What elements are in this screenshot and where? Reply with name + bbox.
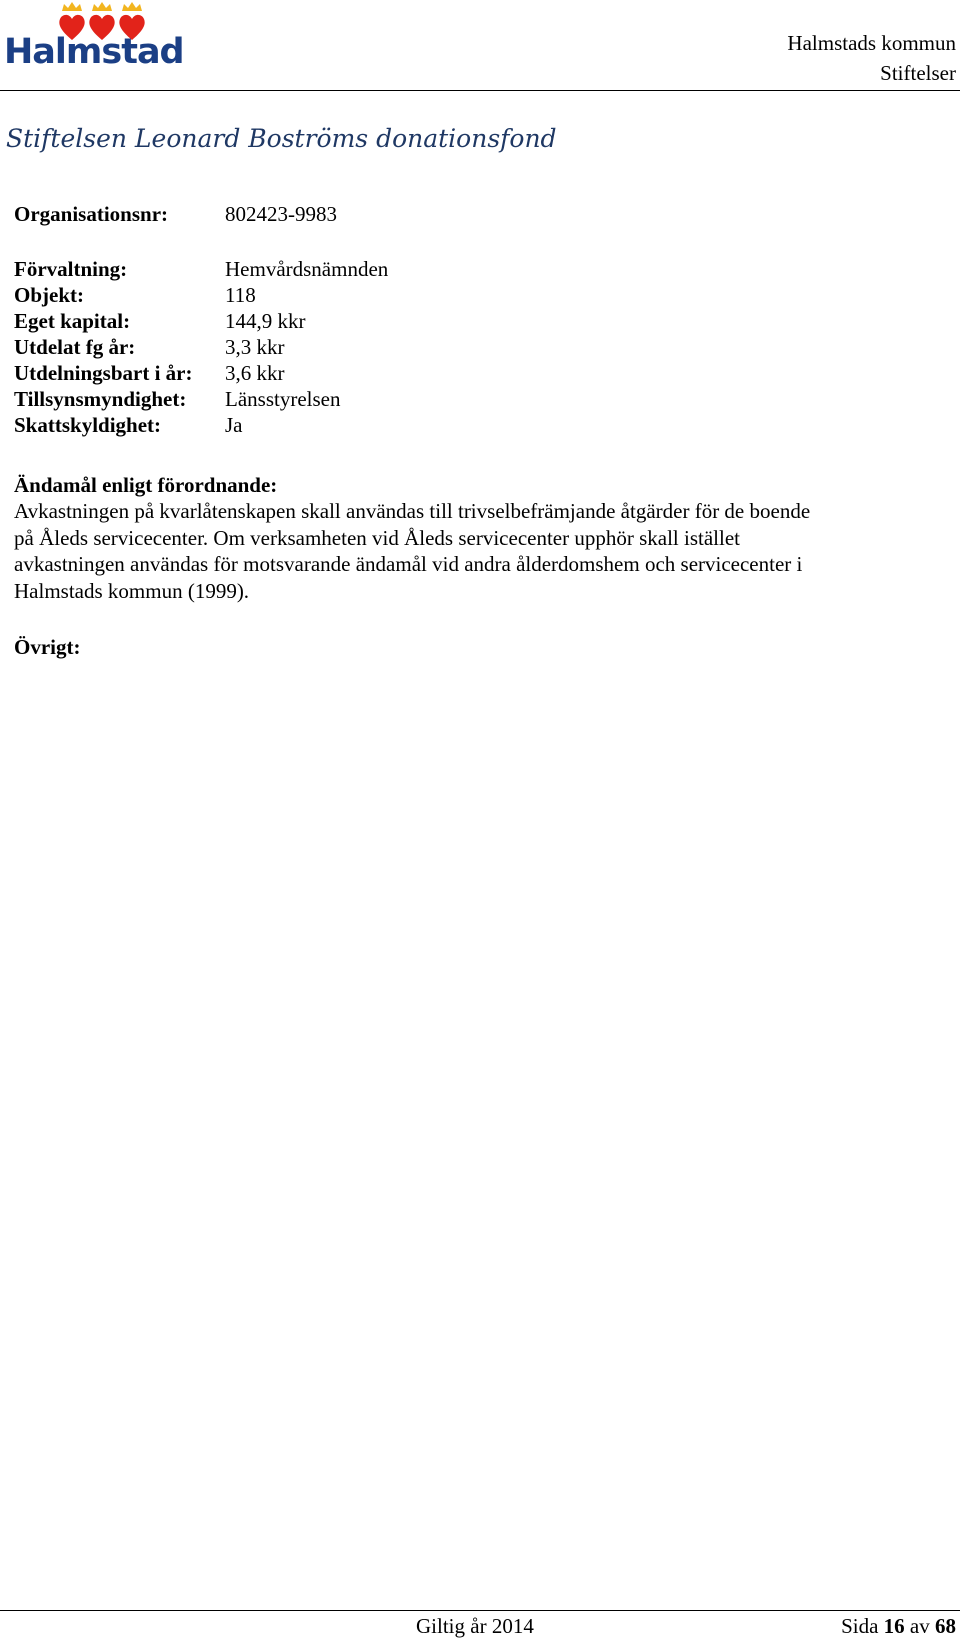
field-row bbox=[14, 360, 285, 386]
header-section: Stiftelser bbox=[880, 61, 956, 85]
header-info bbox=[787, 28, 956, 88]
field-label: Förvaltning: bbox=[14, 257, 128, 281]
field-row bbox=[14, 334, 285, 360]
field-label: Tillsynsmyndighet: bbox=[14, 387, 187, 411]
footer-divider bbox=[0, 1610, 960, 1611]
other-heading: Övrigt: bbox=[14, 635, 81, 659]
field-row bbox=[14, 256, 388, 282]
total-pages: 68 bbox=[935, 1614, 956, 1638]
header-divider bbox=[0, 90, 960, 91]
field-row bbox=[14, 386, 340, 412]
field-value: Hemvårdsnämnden bbox=[225, 257, 389, 281]
field-label: Eget kapital: bbox=[14, 309, 131, 333]
field-label: Utdelningsbart i år: bbox=[14, 361, 193, 385]
current-page: 16 bbox=[883, 1614, 905, 1638]
page-of: av bbox=[909, 1614, 930, 1638]
field-value: 118 bbox=[225, 283, 256, 307]
field-row bbox=[14, 282, 256, 308]
field-value: 3,6 kkr bbox=[225, 361, 285, 385]
field-value: 3,3 kkr bbox=[225, 335, 285, 359]
field-label: Utdelat fg år: bbox=[14, 335, 136, 359]
page-prefix: Sida bbox=[841, 1614, 879, 1638]
logo-wordmark: Halmstad bbox=[4, 32, 184, 72]
purpose-heading: Ändamål enligt förordnande: bbox=[14, 473, 278, 497]
page-header bbox=[0, 0, 960, 92]
purpose-text: Avkastningen på kvarlåtenskapen skall användas till trivselbefrämjande åtgärder för de boende på Åleds servicecenter. Om verksamheten vid Åleds servicecenter upphör skall istället avkastningen användas för motsvarande ändamål vid andra ålderdomshem och servicecenter i Halmstads kommun (1999). bbox=[14, 499, 811, 603]
org-number-value: 802423-9983 bbox=[225, 202, 337, 226]
field-row bbox=[14, 308, 306, 334]
field-label: Objekt: bbox=[14, 283, 84, 307]
field-value: Länsstyrelsen bbox=[225, 387, 341, 411]
footer-valid-year: Giltig år 2014 bbox=[416, 1614, 534, 1638]
header-org: Halmstads kommun bbox=[787, 31, 956, 55]
halmstad-logo bbox=[4, 2, 184, 78]
org-number-label: Organisationsnr: bbox=[14, 202, 169, 226]
field-label: Skattskyldighet: bbox=[14, 413, 162, 437]
field-value: Ja bbox=[225, 413, 243, 437]
org-number-row bbox=[14, 201, 337, 227]
field-row bbox=[14, 412, 243, 438]
field-value: 144,9 kkr bbox=[225, 309, 306, 333]
page-title: Stiftelsen Leonard Boströms donationsfond bbox=[6, 124, 557, 153]
page-number bbox=[841, 1613, 956, 1639]
